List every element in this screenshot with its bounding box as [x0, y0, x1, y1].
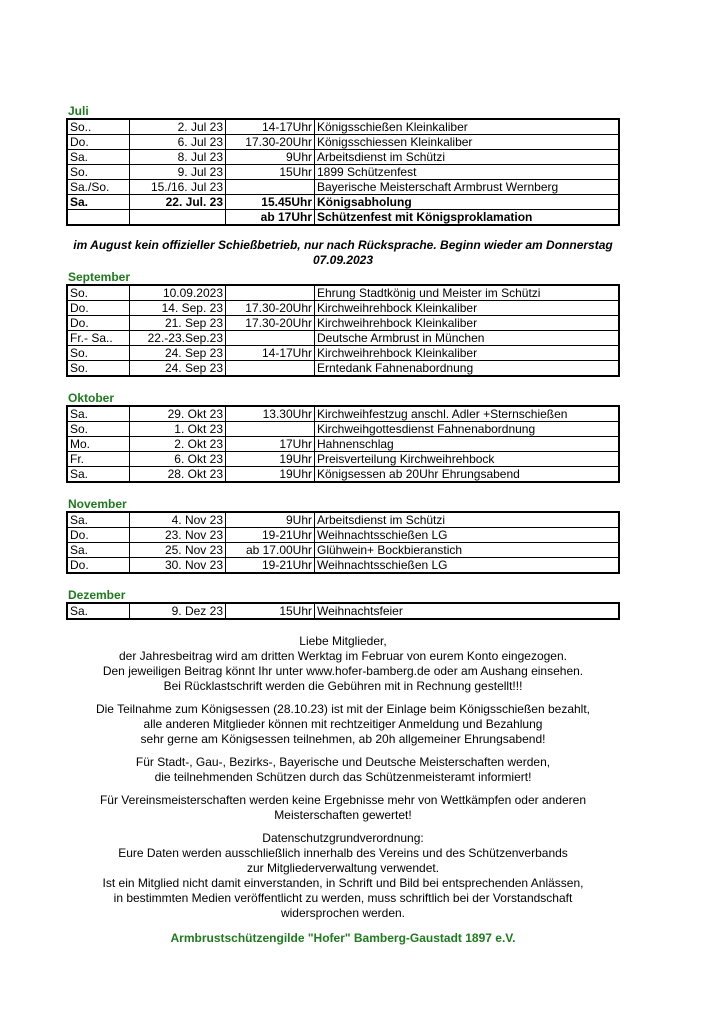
date-cell: 9. Dez 23	[130, 603, 226, 619]
table-row	[67, 135, 619, 150]
event-cell: Kirchweihfestzug anschl. Adler +Sternschießen	[315, 406, 620, 422]
event-cell: Kirchweihrehbock Kleinkaliber	[315, 316, 620, 331]
table-row	[67, 558, 619, 574]
event-cell: Deutsche Armbrust in München	[315, 331, 620, 346]
table-row	[67, 467, 619, 483]
event-cell: Weihnachtsschießen LG	[315, 528, 620, 543]
time-cell	[226, 285, 315, 301]
august-notice: im August kein offizieller Schießbetrieb, nur nach Rücksprache. Beginn wieder am Donnerstag 07.09.2023	[73, 238, 613, 267]
event-cell: Ehrung Stadtkönig und Meister im Schützi	[315, 285, 620, 301]
time-cell: 9Uhr	[226, 512, 315, 528]
time-cell: 19Uhr	[226, 467, 315, 483]
table-row	[67, 361, 619, 377]
table-row	[67, 301, 619, 316]
date-cell: 22. Jul. 23	[130, 195, 226, 210]
table-row	[67, 150, 619, 165]
table-row	[67, 195, 619, 210]
section-september	[66, 270, 620, 377]
date-cell: 21. Sep 23	[130, 316, 226, 331]
section-dezember	[66, 588, 620, 620]
date-cell: 6. Jul 23	[130, 135, 226, 150]
day-cell: Sa.	[67, 512, 130, 528]
time-cell: 15Uhr	[226, 603, 315, 619]
date-cell: 30. Nov 23	[130, 558, 226, 574]
event-cell: Weihnachtsschießen LG	[315, 558, 620, 574]
event-cell: Kirchweihrehbock Kleinkaliber	[315, 346, 620, 361]
time-cell: 14-17Uhr	[226, 119, 315, 135]
event-cell: Königsschiessen Kleinkaliber	[315, 135, 620, 150]
info-line: sehr gerne am Königsessen teilnehmen, ab 20h allgemeiner Ehrungsabend!	[140, 732, 546, 746]
date-cell: 25. Nov 23	[130, 543, 226, 558]
event-cell: Arbeitsdienst im Schützi	[315, 150, 620, 165]
info-paragraph	[66, 634, 620, 694]
event-cell: Hahnenschlag	[315, 437, 620, 452]
table-row	[67, 422, 619, 437]
info-line: Meisterschaften gewertet!	[274, 808, 412, 822]
day-cell: Do.	[67, 135, 130, 150]
date-cell: 1. Okt 23	[130, 422, 226, 437]
event-cell: Königsessen ab 20Uhr Ehrungsabend	[315, 467, 620, 483]
table-row	[67, 512, 619, 528]
info-line: in bestimmten Medien veröffentlicht zu werden, muss schriftlich bei der Vorstandschaft	[113, 891, 573, 905]
time-cell: 17.30-20Uhr	[226, 316, 315, 331]
info-paragraph	[66, 831, 620, 921]
event-cell: Erntedank Fahnenabordnung	[315, 361, 620, 377]
day-cell: Sa.	[67, 406, 130, 422]
day-cell: Sa.	[67, 543, 130, 558]
table-row	[67, 316, 619, 331]
day-cell: Sa.	[67, 195, 130, 210]
section-november	[66, 497, 620, 574]
event-cell: Schützenfest mit Königsproklamation	[315, 210, 620, 226]
info-paragraph	[66, 755, 620, 785]
table-row	[67, 285, 619, 301]
time-cell: 19-21Uhr	[226, 558, 315, 574]
month-heading: September	[68, 270, 131, 284]
info-line: Liebe Mitglieder,	[299, 634, 387, 648]
info-line: Die Teilnahme zum Königsessen (28.10.23) ist mit der Einlage beim Königsschießen bezahlt,	[95, 702, 591, 716]
info-line: Eure Daten werden ausschließlich innerhalb des Vereins und des Schützenverbands	[118, 846, 568, 860]
date-cell: 24. Sep 23	[130, 361, 226, 377]
day-cell: Sa.	[67, 467, 130, 483]
table-row	[67, 452, 619, 467]
event-cell: Kirchweihgottesdienst Fahnenabordnung	[315, 422, 620, 437]
day-cell	[67, 210, 130, 226]
date-cell: 9. Jul 23	[130, 165, 226, 180]
day-cell: So.	[67, 361, 130, 377]
info-line: Den jeweiligen Beitrag könnt Ihr unter www.hofer-bamberg.de oder am Aushang einsehen.	[102, 664, 584, 678]
schedule-table	[66, 284, 620, 377]
day-cell: Mo.	[67, 437, 130, 452]
schedule-table	[66, 602, 620, 620]
day-cell: So.	[67, 285, 130, 301]
date-cell: 8. Jul 23	[130, 150, 226, 165]
info-line: alle anderen Mitglieder können mit rechtzeitiger Anmeldung und Bezahlung	[143, 717, 543, 731]
info-line: der Jahresbeitrag wird am dritten Werktag im Februar von eurem Konto eingezogen.	[118, 649, 567, 663]
month-heading: November	[68, 497, 127, 511]
day-cell: Fr.	[67, 452, 130, 467]
day-cell: Do.	[67, 558, 130, 574]
table-row	[67, 543, 619, 558]
event-cell: 1899 Schützenfest	[315, 165, 620, 180]
table-row	[67, 528, 619, 543]
time-cell: 15Uhr	[226, 165, 315, 180]
schedule-table	[66, 511, 620, 574]
day-cell: Sa.	[67, 603, 130, 619]
day-cell: Do.	[67, 316, 130, 331]
schedule-table	[66, 118, 620, 226]
time-cell	[226, 180, 315, 195]
table-row	[67, 165, 619, 180]
day-cell: Sa./So.	[67, 180, 130, 195]
info-line: Bei Rücklastschrift werden die Gebühren mit in Rechnung gestellt!!!	[163, 679, 523, 693]
event-cell: Kirchweihrehbock Kleinkaliber	[315, 301, 620, 316]
event-cell: Glühwein+ Bockbieranstich	[315, 543, 620, 558]
date-cell: 15./16. Jul 23	[130, 180, 226, 195]
time-cell: 19Uhr	[226, 452, 315, 467]
time-cell: ab 17Uhr	[226, 210, 315, 226]
table-row	[67, 210, 619, 226]
event-cell: Arbeitsdienst im Schützi	[315, 512, 620, 528]
time-cell: 9Uhr	[226, 150, 315, 165]
time-cell	[226, 422, 315, 437]
event-cell: Preisverteilung Kirchweihrehbock	[315, 452, 620, 467]
info-line: Datenschutzgrundverordnung:	[262, 831, 424, 845]
info-line: zur Mitgliederverwaltung verwendet.	[246, 861, 440, 875]
table-row	[67, 437, 619, 452]
month-heading: Oktober	[68, 391, 115, 405]
info-line: Für Stadt-, Gau-, Bezirks-, Bayerische und Deutsche Meisterschaften werden,	[135, 755, 551, 769]
event-cell: Königsschießen Kleinkaliber	[315, 119, 620, 135]
day-cell: Sa.	[67, 150, 130, 165]
month-heading: Dezember	[68, 588, 126, 602]
time-cell	[226, 361, 315, 377]
info-paragraph	[66, 793, 620, 823]
date-cell: 22.-23.Sep.23	[130, 331, 226, 346]
month-heading: Juli	[68, 104, 89, 118]
time-cell: 13.30Uhr	[226, 406, 315, 422]
schedule-table	[66, 405, 620, 483]
day-cell: Fr.- Sa..	[67, 331, 130, 346]
organization-name: Armbrustschützengilde "Hofer" Bamberg-Gaustadt 1897 e.V.	[170, 931, 516, 945]
section-juli	[66, 104, 620, 226]
time-cell: ab 17.00Uhr	[226, 543, 315, 558]
date-cell: 10.09.2023	[130, 285, 226, 301]
schedule-page	[66, 104, 620, 946]
time-cell: 17Uhr	[226, 437, 315, 452]
date-cell: 4. Nov 23	[130, 512, 226, 528]
time-cell: 15.45Uhr	[226, 195, 315, 210]
table-row	[67, 119, 619, 135]
day-cell: Do.	[67, 301, 130, 316]
info-line: Für Vereinsmeisterschaften werden keine Ergebnisse mehr von Wettkämpfen oder anderen	[99, 793, 587, 807]
date-cell: 14. Sep. 23	[130, 301, 226, 316]
date-cell: 2. Okt 23	[130, 437, 226, 452]
time-cell	[226, 331, 315, 346]
date-cell: 23. Nov 23	[130, 528, 226, 543]
event-cell: Bayerische Meisterschaft Armbrust Wernberg	[315, 180, 620, 195]
day-cell: So..	[67, 119, 130, 135]
info-line: die teilnehmenden Schützen durch das Schützenmeisteramt informiert!	[154, 770, 532, 784]
day-cell: So.	[67, 165, 130, 180]
event-cell: Königsabholung	[315, 195, 620, 210]
time-cell: 17.30-20Uhr	[226, 301, 315, 316]
info-line: widersprochen werden.	[280, 906, 406, 920]
day-cell: So.	[67, 346, 130, 361]
table-row	[67, 406, 619, 422]
section-oktober	[66, 391, 620, 483]
table-row	[67, 331, 619, 346]
table-row	[67, 346, 619, 361]
time-cell: 17.30-20Uhr	[226, 135, 315, 150]
date-cell: 6. Okt 23	[130, 452, 226, 467]
table-row	[67, 603, 619, 619]
date-cell: 29. Okt 23	[130, 406, 226, 422]
time-cell: 19-21Uhr	[226, 528, 315, 543]
date-cell: 28. Okt 23	[130, 467, 226, 483]
date-cell: 2. Jul 23	[130, 119, 226, 135]
date-cell: 24. Sep 23	[130, 346, 226, 361]
info-line: Ist ein Mitglied nicht damit einverstanden, in Schrift und Bild bei entsprechenden Anlässen,	[102, 876, 584, 890]
day-cell: Do.	[67, 528, 130, 543]
time-cell: 14-17Uhr	[226, 346, 315, 361]
date-cell	[130, 210, 226, 226]
event-cell: Weihnachtsfeier	[315, 603, 620, 619]
day-cell: So.	[67, 422, 130, 437]
member-information	[66, 634, 620, 921]
info-paragraph	[66, 702, 620, 747]
table-row	[67, 180, 619, 195]
